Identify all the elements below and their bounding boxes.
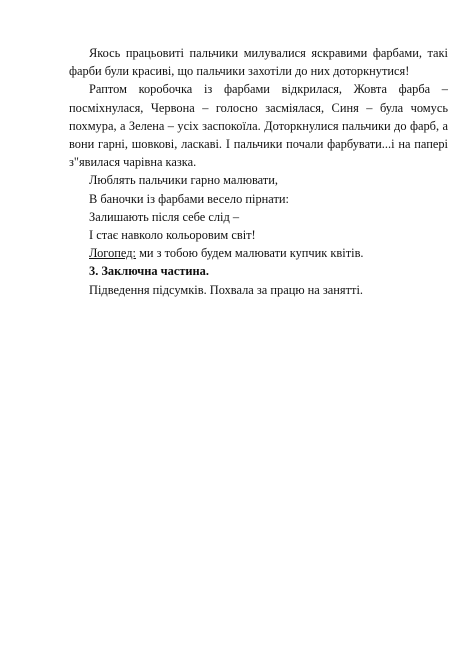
poem-line-3: Залишають після себе слід – xyxy=(89,209,240,224)
story-paragraph-1: Якось працьовиті пальчики милувалися яскравими фарбами, такі фарби були красиві, що пальчики захотіли до них доторкнутися! xyxy=(69,46,448,79)
document-body xyxy=(69,44,448,299)
section-heading: 3. Заключна частина. xyxy=(89,264,209,279)
poem-line-1: Люблять пальчики гарно малювати, xyxy=(89,173,278,188)
poem-line-4: І стає навколо кольоровим світ! xyxy=(89,228,256,243)
speaker-text: ми з тобою будем малювати купчик квітів. xyxy=(135,246,364,261)
closing-text: Підведення підсумків. Похвала за працю на занятті. xyxy=(89,282,363,297)
poem-line-2: В баночки із фарбами весело пірнати: xyxy=(89,191,289,206)
speaker-line xyxy=(69,244,448,262)
story-paragraph-2: Раптом коробочка із фарбами відкрилася, Жовта фарба – посміхнулася, Червона – голосно засміялася, Синя – була чомусь похмура, а Зелена – усіх заспокоїла. Доторкнулися пальчики до фарб, а вони гарні, шовкові, ласкаві. І пальчики почали фарбувати...і на папері з"явилася чарівна казка. xyxy=(69,82,448,170)
speaker-label: Логопед: xyxy=(89,246,136,261)
